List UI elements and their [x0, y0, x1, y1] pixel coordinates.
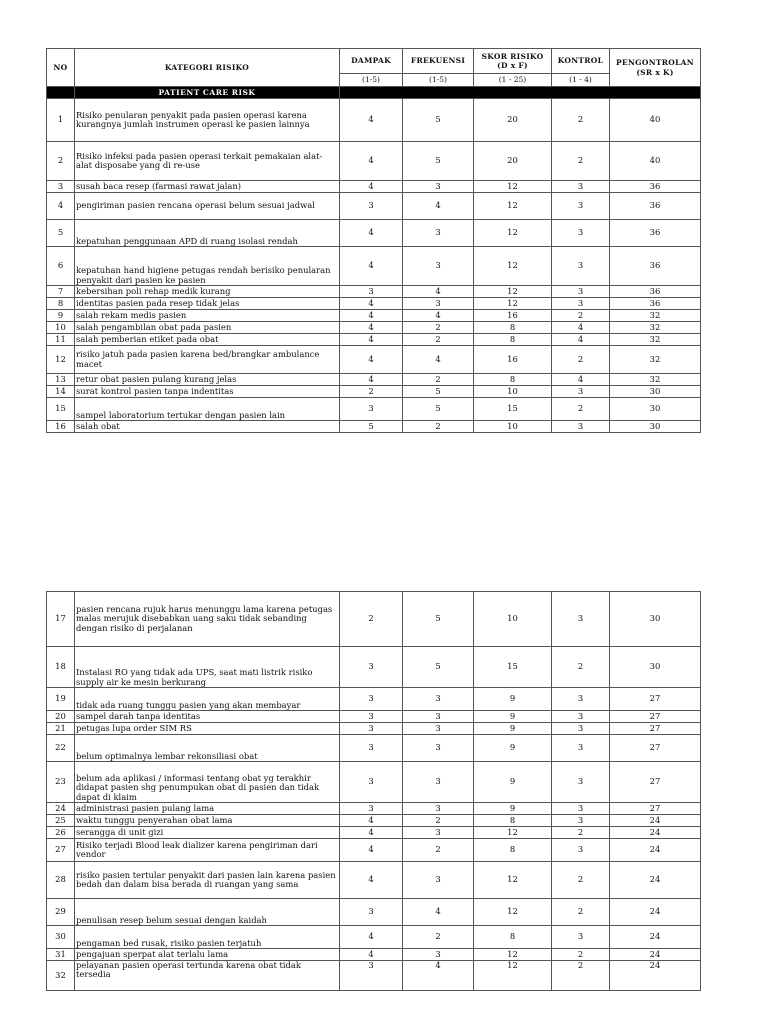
risk-description: pasien rencana rujuk harus menunggu lama karena petugas malas merujuk disebabkan uang saku tidak sebanding dengan risiko di perjalanan: [75, 592, 340, 647]
skor-risiko-value: 20: [474, 99, 552, 142]
row-number: 32: [47, 961, 75, 991]
row-number: 2: [47, 142, 75, 181]
table-row: [47, 398, 701, 421]
frekuensi-value: 5: [403, 142, 474, 181]
skor-risiko-value: 20: [474, 142, 552, 181]
row-number: 21: [47, 723, 75, 735]
row-number: 27: [47, 839, 75, 862]
frekuensi-value: 3: [403, 762, 474, 803]
risk-description: pengiriman pasien rencana operasi belum sesuai jadwal: [75, 193, 340, 220]
dampak-value: 4: [340, 839, 403, 862]
header-pengontrolan: PENGONTROLAN (SR x K): [610, 49, 701, 87]
skor-risiko-value: 12: [474, 949, 552, 961]
pengontrolan-value: 24: [610, 949, 701, 961]
dampak-value: 3: [340, 398, 403, 421]
skor-risiko-value: 9: [474, 711, 552, 723]
dampak-value: 5: [340, 421, 403, 433]
risk-description: identitas pasien pada resep tidak jelas: [75, 298, 340, 310]
row-number: 6: [47, 247, 75, 286]
skor-risiko-value: 12: [474, 827, 552, 839]
skor-risiko-value: 10: [474, 592, 552, 647]
dampak-value: 3: [340, 711, 403, 723]
pengontrolan-value: 27: [610, 688, 701, 711]
kontrol-value: 3: [552, 735, 610, 762]
table-row: [47, 220, 701, 247]
pengontrolan-value: 36: [610, 286, 701, 298]
header-kategori-risiko: KATEGORI RISIKO: [75, 49, 340, 87]
dampak-value: 3: [340, 762, 403, 803]
kontrol-value: 2: [552, 899, 610, 926]
skor-risiko-value: 15: [474, 647, 552, 688]
dampak-value: 3: [340, 803, 403, 815]
row-number: 19: [47, 688, 75, 711]
pengontrolan-value: 30: [610, 647, 701, 688]
skor-risiko-value: 12: [474, 247, 552, 286]
header-skor-risiko: SKOR RISIKO (D x F): [474, 49, 552, 74]
dampak-value: 4: [340, 322, 403, 334]
pengontrolan-value: 27: [610, 803, 701, 815]
header-frekuensi-range: (1-5): [403, 74, 474, 87]
pengontrolan-value: 36: [610, 247, 701, 286]
risk-description: susah baca resep (farmasi rawat jalan): [75, 181, 340, 193]
frekuensi-value: 3: [403, 711, 474, 723]
kontrol-value: 3: [552, 247, 610, 286]
table-row: [47, 899, 701, 926]
risk-description: serangga di unit gizi: [75, 827, 340, 839]
pengontrolan-value: 32: [610, 322, 701, 334]
risk-description: Instalasi RO yang tidak ada UPS, saat mati listrik risiko supply air ke mesin berkurang: [75, 647, 340, 688]
table-row: [47, 286, 701, 298]
dampak-value: 4: [340, 298, 403, 310]
frekuensi-value: 4: [403, 193, 474, 220]
pengontrolan-value: 27: [610, 735, 701, 762]
risk-description: Risiko terjadi Blood leak dializer karena pengiriman dari vendor: [75, 839, 340, 862]
section-title: PATIENT CARE RISK: [75, 87, 340, 99]
table-row: [47, 949, 701, 961]
frekuensi-value: 5: [403, 647, 474, 688]
skor-risiko-value: 9: [474, 762, 552, 803]
pengontrolan-value: 36: [610, 220, 701, 247]
risk-description: salah rekam medis pasien: [75, 310, 340, 322]
header-kontrol-range: (1 - 4): [552, 74, 610, 87]
row-number: 10: [47, 322, 75, 334]
risk-description: pelayanan pasien operasi tertunda karena obat tidak tersedia: [75, 961, 340, 991]
pengontrolan-value: 27: [610, 723, 701, 735]
table-row: [47, 374, 701, 386]
frekuensi-value: 3: [403, 735, 474, 762]
frekuensi-value: 4: [403, 346, 474, 374]
dampak-value: 4: [340, 310, 403, 322]
row-number: 11: [47, 334, 75, 346]
risk-description: risiko jatuh pada pasien karena bed/brangkar ambulance macet: [75, 346, 340, 374]
row-number: 20: [47, 711, 75, 723]
skor-risiko-value: 12: [474, 298, 552, 310]
dampak-value: 4: [340, 949, 403, 961]
table-row: [47, 99, 701, 142]
frekuensi-value: 3: [403, 181, 474, 193]
skor-risiko-value: 12: [474, 961, 552, 991]
kontrol-value: 2: [552, 827, 610, 839]
pengontrolan-value: 32: [610, 310, 701, 322]
section-spacer: [47, 87, 75, 99]
skor-risiko-value: 10: [474, 386, 552, 398]
dampak-value: 4: [340, 334, 403, 346]
table-row: [47, 322, 701, 334]
dampak-value: 4: [340, 815, 403, 827]
frekuensi-value: 4: [403, 961, 474, 991]
kontrol-value: 3: [552, 220, 610, 247]
section-spacer-right: [340, 87, 701, 99]
dampak-value: 4: [340, 827, 403, 839]
risk-description: salah obat: [75, 421, 340, 433]
risk-description: Risiko penularan penyakit pada pasien operasi karena kurangnya jumlah instrumen operasi ke pasien lainnya: [75, 99, 340, 142]
kontrol-value: 3: [552, 592, 610, 647]
skor-risiko-value: 10: [474, 421, 552, 433]
skor-risiko-value: 8: [474, 839, 552, 862]
table-body-page-1: [47, 99, 701, 433]
risk-description: sampel darah tanpa identitas: [75, 711, 340, 723]
pengontrolan-value: 24: [610, 899, 701, 926]
dampak-value: 3: [340, 961, 403, 991]
row-number: 9: [47, 310, 75, 322]
table-row: [47, 310, 701, 322]
skor-risiko-value: 8: [474, 374, 552, 386]
risk-description: belum ada aplikasi / informasi tentang obat yg terakhir didapat pasien shg penumpukan obat di pasien dan tidak dapat di klaim: [75, 762, 340, 803]
table-row: [47, 193, 701, 220]
skor-risiko-value: 9: [474, 735, 552, 762]
risk-description: tidak ada ruang tunggu pasien yang akan membayar: [75, 688, 340, 711]
table-row: [47, 421, 701, 433]
row-number: 22: [47, 735, 75, 762]
pengontrolan-value: 24: [610, 961, 701, 991]
pengontrolan-value: 36: [610, 298, 701, 310]
pengontrolan-value: 32: [610, 346, 701, 374]
pengontrolan-value: 24: [610, 862, 701, 899]
dampak-value: 3: [340, 735, 403, 762]
risk-description: retur obat pasien pulang kurang jelas: [75, 374, 340, 386]
dampak-value: 4: [340, 346, 403, 374]
frekuensi-value: 4: [403, 899, 474, 926]
risk-description: salah pengambilan obat pada pasien: [75, 322, 340, 334]
table-row: [47, 247, 701, 286]
table-row: [47, 862, 701, 899]
frekuensi-value: 2: [403, 334, 474, 346]
table-row: [47, 386, 701, 398]
kontrol-value: 2: [552, 862, 610, 899]
risk-description: salah pemberian etiket pada obat: [75, 334, 340, 346]
risk-description: kepatuhan penggunaan APD di ruang isolasi rendah: [75, 220, 340, 247]
pengontrolan-value: 24: [610, 827, 701, 839]
kontrol-value: 3: [552, 711, 610, 723]
skor-risiko-value: 8: [474, 322, 552, 334]
table-row: [47, 181, 701, 193]
frekuensi-value: 2: [403, 926, 474, 949]
frekuensi-value: 3: [403, 949, 474, 961]
row-number: 3: [47, 181, 75, 193]
row-number: 4: [47, 193, 75, 220]
risk-description: administrasi pasien pulang lama: [75, 803, 340, 815]
kontrol-value: 4: [552, 334, 610, 346]
kontrol-value: 4: [552, 322, 610, 334]
frekuensi-value: 2: [403, 421, 474, 433]
table-row: [47, 723, 701, 735]
kontrol-value: 3: [552, 815, 610, 827]
kontrol-value: 2: [552, 99, 610, 142]
dampak-value: 3: [340, 193, 403, 220]
kontrol-value: 3: [552, 723, 610, 735]
pengontrolan-value: 36: [610, 193, 701, 220]
dampak-value: 4: [340, 862, 403, 899]
pengontrolan-value: 32: [610, 334, 701, 346]
header-skor-range: (1 - 25): [474, 74, 552, 87]
pengontrolan-value: 27: [610, 762, 701, 803]
dampak-value: 3: [340, 723, 403, 735]
dampak-value: 4: [340, 374, 403, 386]
frekuensi-value: 3: [403, 862, 474, 899]
kontrol-value: 3: [552, 386, 610, 398]
frekuensi-value: 2: [403, 815, 474, 827]
pengontrolan-value: 24: [610, 839, 701, 862]
row-number: 25: [47, 815, 75, 827]
frekuensi-value: 3: [403, 298, 474, 310]
pengontrolan-value: 30: [610, 386, 701, 398]
frekuensi-value: 3: [403, 220, 474, 247]
risk-table-page-2: [46, 591, 701, 991]
table-row: [47, 688, 701, 711]
risk-description: risiko pasien tertular penyakit dari pasien lain karena pasien bedah dan dalam bisa berada di ruangan yang sama: [75, 862, 340, 899]
table-row: [47, 827, 701, 839]
row-number: 24: [47, 803, 75, 815]
risk-description: penulisan resep belum sesuai dengan kaidah: [75, 899, 340, 926]
skor-risiko-value: 15: [474, 398, 552, 421]
table-row: [47, 735, 701, 762]
pengontrolan-value: 30: [610, 421, 701, 433]
kontrol-value: 3: [552, 193, 610, 220]
row-number: 12: [47, 346, 75, 374]
frekuensi-value: 5: [403, 398, 474, 421]
pengontrolan-value: 27: [610, 711, 701, 723]
skor-risiko-value: 8: [474, 926, 552, 949]
frekuensi-value: 3: [403, 688, 474, 711]
row-number: 14: [47, 386, 75, 398]
table-row: [47, 815, 701, 827]
frekuensi-value: 3: [403, 723, 474, 735]
row-number: 13: [47, 374, 75, 386]
skor-risiko-value: 16: [474, 310, 552, 322]
dampak-value: 2: [340, 386, 403, 398]
row-number: 1: [47, 99, 75, 142]
risk-description: sampel laboratorium tertukar dengan pasien lain: [75, 398, 340, 421]
header-dampak-range: (1-5): [340, 74, 403, 87]
risk-description: surat kontrol pasien tanpa indentitas: [75, 386, 340, 398]
kontrol-value: 2: [552, 949, 610, 961]
frekuensi-value: 3: [403, 247, 474, 286]
dampak-value: 3: [340, 688, 403, 711]
skor-risiko-value: 12: [474, 181, 552, 193]
table-row: [47, 334, 701, 346]
dampak-value: 4: [340, 220, 403, 247]
row-number: 7: [47, 286, 75, 298]
kontrol-value: 2: [552, 142, 610, 181]
table-row: [47, 298, 701, 310]
skor-risiko-value: 16: [474, 346, 552, 374]
kontrol-value: 3: [552, 688, 610, 711]
kontrol-value: 3: [552, 803, 610, 815]
dampak-value: 4: [340, 926, 403, 949]
header-kontrol: KONTROL: [552, 49, 610, 74]
table-row: [47, 961, 701, 991]
risk-description: petugas lupa order SIM RS: [75, 723, 340, 735]
kontrol-value: 3: [552, 298, 610, 310]
row-number: 18: [47, 647, 75, 688]
pengontrolan-value: 30: [610, 398, 701, 421]
frekuensi-value: 2: [403, 322, 474, 334]
kontrol-value: 2: [552, 346, 610, 374]
row-number: 23: [47, 762, 75, 803]
pengontrolan-value: 30: [610, 592, 701, 647]
row-number: 5: [47, 220, 75, 247]
row-number: 17: [47, 592, 75, 647]
kontrol-value: 3: [552, 421, 610, 433]
pengontrolan-value: 24: [610, 815, 701, 827]
frekuensi-value: 2: [403, 374, 474, 386]
risk-description: waktu tunggu penyerahan obat lama: [75, 815, 340, 827]
row-number: 8: [47, 298, 75, 310]
risk-description: kepatuhan hand higiene petugas rendah berisiko penularan penyakit dari pasien ke pasien: [75, 247, 340, 286]
row-number: 26: [47, 827, 75, 839]
risk-description: kebersihan poli rehap medik kurang: [75, 286, 340, 298]
row-number: 28: [47, 862, 75, 899]
skor-risiko-value: 12: [474, 899, 552, 926]
risk-table-page-1: [46, 48, 701, 433]
skor-risiko-value: 12: [474, 862, 552, 899]
dampak-value: 3: [340, 899, 403, 926]
skor-risiko-value: 12: [474, 286, 552, 298]
pengontrolan-value: 36: [610, 181, 701, 193]
kontrol-value: 3: [552, 181, 610, 193]
dampak-value: 4: [340, 181, 403, 193]
frekuensi-value: 5: [403, 592, 474, 647]
kontrol-value: 2: [552, 398, 610, 421]
skor-risiko-value: 8: [474, 334, 552, 346]
skor-risiko-value: 9: [474, 803, 552, 815]
risk-description: pengajuan sperpat alat terlalu lama: [75, 949, 340, 961]
header-no: NO: [47, 49, 75, 87]
table-row: [47, 142, 701, 181]
skor-risiko-value: 8: [474, 815, 552, 827]
table-row: [47, 803, 701, 815]
risk-description: pengaman bed rusak, risiko pasien terjatuh: [75, 926, 340, 949]
row-number: 31: [47, 949, 75, 961]
pengontrolan-value: 40: [610, 99, 701, 142]
table-row: [47, 839, 701, 862]
dampak-value: 4: [340, 142, 403, 181]
table-row: [47, 926, 701, 949]
row-number: 29: [47, 899, 75, 926]
kontrol-value: 3: [552, 839, 610, 862]
kontrol-value: 2: [552, 310, 610, 322]
row-number: 30: [47, 926, 75, 949]
frekuensi-value: 3: [403, 827, 474, 839]
dampak-value: 4: [340, 247, 403, 286]
frekuensi-value: 5: [403, 99, 474, 142]
row-number: 16: [47, 421, 75, 433]
kontrol-value: 3: [552, 926, 610, 949]
kontrol-value: 2: [552, 647, 610, 688]
skor-risiko-value: 9: [474, 723, 552, 735]
risk-description: belum optimalnya lembar rekonsiliasi obat: [75, 735, 340, 762]
kontrol-value: 3: [552, 286, 610, 298]
dampak-value: 4: [340, 99, 403, 142]
frekuensi-value: 4: [403, 286, 474, 298]
risk-description: Risiko infeksi pada pasien operasi terkait pemakaian alat-alat disposabe yang di re-use: [75, 142, 340, 181]
pengontrolan-value: 40: [610, 142, 701, 181]
skor-risiko-value: 12: [474, 193, 552, 220]
skor-risiko-value: 12: [474, 220, 552, 247]
table-body-page-2: [47, 592, 701, 991]
kontrol-value: 4: [552, 374, 610, 386]
table-row: [47, 762, 701, 803]
table-row: [47, 346, 701, 374]
header-dampak: DAMPAK: [340, 49, 403, 74]
dampak-value: 2: [340, 592, 403, 647]
dampak-value: 3: [340, 647, 403, 688]
frekuensi-value: 4: [403, 310, 474, 322]
frekuensi-value: 3: [403, 803, 474, 815]
kontrol-value: 2: [552, 961, 610, 991]
pengontrolan-value: 24: [610, 926, 701, 949]
row-number: 15: [47, 398, 75, 421]
table-row: [47, 711, 701, 723]
header-frekuensi: FREKUENSI: [403, 49, 474, 74]
frekuensi-value: 2: [403, 839, 474, 862]
dampak-value: 3: [340, 286, 403, 298]
frekuensi-value: 5: [403, 386, 474, 398]
kontrol-value: 3: [552, 762, 610, 803]
pengontrolan-value: 32: [610, 374, 701, 386]
table-row: [47, 647, 701, 688]
table-row: [47, 592, 701, 647]
skor-risiko-value: 9: [474, 688, 552, 711]
